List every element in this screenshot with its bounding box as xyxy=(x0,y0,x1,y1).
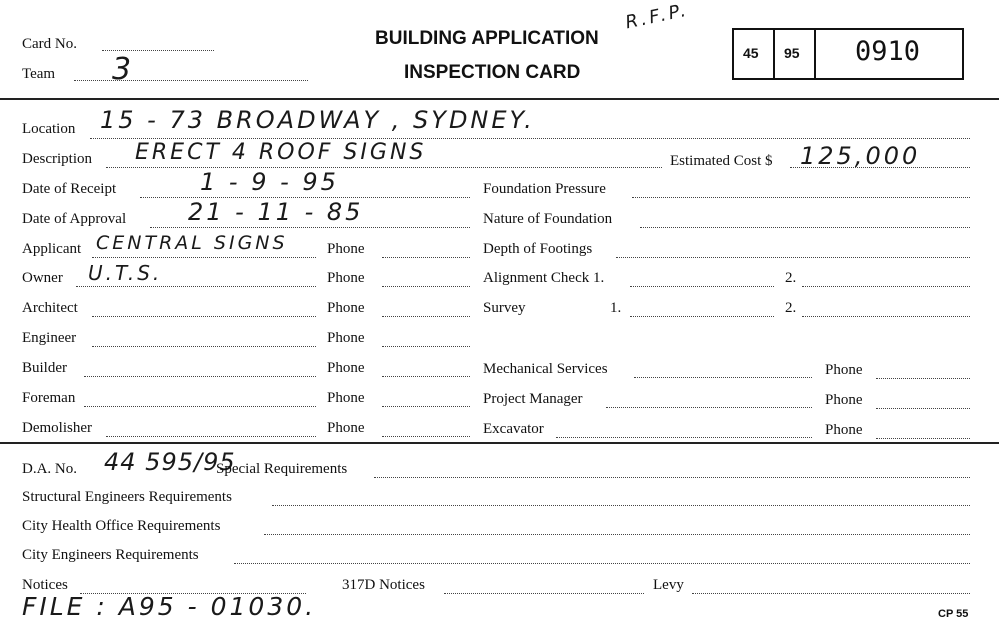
excavator-phone-field[interactable] xyxy=(876,438,970,439)
health-requirements-label: City Health Office Requirements xyxy=(22,518,221,534)
builder-label: Builder xyxy=(22,360,67,376)
owner-value: U.T.S. xyxy=(88,261,163,285)
foreman-phone-label: Phone xyxy=(327,390,365,406)
special-requirements-label: Special Requirements xyxy=(216,461,348,477)
builder-field[interactable] xyxy=(84,376,316,377)
alignment-check-1-field[interactable] xyxy=(630,286,774,287)
card-number-box xyxy=(732,28,964,80)
form-code: CP 55 xyxy=(938,608,969,620)
health-requirements-field[interactable] xyxy=(264,534,970,535)
foundation-pressure-field[interactable] xyxy=(632,197,970,198)
form-title-line1: BUILDING APPLICATION xyxy=(375,28,599,49)
foundation-pressure-label: Foundation Pressure xyxy=(483,181,606,197)
section-divider xyxy=(0,442,999,444)
location-value: 15 - 73 BROADWAY , SYDNEY. xyxy=(100,106,535,134)
structural-requirements-field[interactable] xyxy=(272,505,970,506)
nature-foundation-label: Nature of Foundation xyxy=(483,211,613,227)
box-divider xyxy=(814,30,816,78)
applicant-field[interactable] xyxy=(92,257,316,258)
mechanical-services-label: Mechanical Services xyxy=(483,361,608,377)
levy-label: Levy xyxy=(653,577,684,593)
owner-label: Owner xyxy=(22,270,63,286)
card-no-field[interactable] xyxy=(102,50,214,51)
excavator-label: Excavator xyxy=(483,421,544,437)
architect-phone-label: Phone xyxy=(327,300,365,316)
architect-field[interactable] xyxy=(92,316,316,317)
architect-phone-field[interactable] xyxy=(382,316,470,317)
estimated-cost-value: 125,000 xyxy=(800,142,921,170)
applicant-value: CENTRAL SIGNS xyxy=(96,232,288,254)
team-field[interactable] xyxy=(74,80,308,81)
location-label: Location xyxy=(22,121,76,137)
card-no-label: Card No. xyxy=(22,36,77,52)
demolisher-field[interactable] xyxy=(106,436,316,437)
survey-label: Survey xyxy=(483,300,526,316)
team-label: Team xyxy=(22,66,56,82)
alignment-check-2-label: 2. xyxy=(785,270,797,286)
date-receipt-label: Date of Receipt xyxy=(22,181,117,197)
foreman-label: Foreman xyxy=(22,390,76,406)
notices-label: Notices xyxy=(22,577,68,593)
project-manager-phone-label: Phone xyxy=(825,392,863,408)
card-prefix-b: 95 xyxy=(784,45,800,61)
card-number: 0910 xyxy=(855,36,921,67)
notices-317d-label: 317D Notices xyxy=(342,577,425,593)
engineer-label: Engineer xyxy=(22,330,77,346)
special-requirements-field[interactable] xyxy=(374,477,970,478)
depth-footings-field[interactable] xyxy=(616,257,970,258)
engineer-phone-field[interactable] xyxy=(382,346,470,347)
depth-footings-label: Depth of Footings xyxy=(483,241,593,257)
survey-1-field[interactable] xyxy=(630,316,774,317)
foreman-phone-field[interactable] xyxy=(382,406,470,407)
alignment-check-2-field[interactable] xyxy=(802,286,970,287)
structural-requirements-label: Structural Engineers Requirements xyxy=(22,489,232,505)
box-divider xyxy=(773,30,775,78)
demolisher-phone-field[interactable] xyxy=(382,436,470,437)
date-approval-value: 21 - 11 - 85 xyxy=(188,198,364,226)
architect-label: Architect xyxy=(22,300,78,316)
survey-2-label: 2. xyxy=(785,300,797,316)
foreman-field[interactable] xyxy=(84,406,316,407)
card-prefix-a: 45 xyxy=(743,45,759,61)
project-manager-label: Project Manager xyxy=(483,391,583,407)
project-manager-phone-field[interactable] xyxy=(876,408,970,409)
survey-1-label: 1. xyxy=(610,300,622,316)
form-title-line2: INSPECTION CARD xyxy=(404,62,581,83)
owner-phone-label: Phone xyxy=(327,270,365,286)
demolisher-phone-label: Phone xyxy=(327,420,365,436)
da-no-label: D.A. No. xyxy=(22,461,77,477)
notices-317d-field[interactable] xyxy=(444,593,644,594)
excavator-phone-label: Phone xyxy=(825,422,863,438)
levy-field[interactable] xyxy=(692,593,970,594)
da-no-value: 44 595/95 xyxy=(104,448,236,476)
team-value: 3 xyxy=(112,52,135,87)
mechanical-services-phone-label: Phone xyxy=(825,362,863,378)
survey-2-field[interactable] xyxy=(802,316,970,317)
builder-phone-label: Phone xyxy=(327,360,365,376)
engineer-phone-label: Phone xyxy=(327,330,365,346)
date-approval-label: Date of Approval xyxy=(22,211,127,227)
file-reference: FILE : A95 - 01030. xyxy=(22,592,317,621)
project-manager-field[interactable] xyxy=(606,407,812,408)
owner-phone-field[interactable] xyxy=(382,286,470,287)
date-approval-field[interactable] xyxy=(150,227,470,228)
mechanical-services-field[interactable] xyxy=(634,377,812,378)
section-divider xyxy=(0,98,999,100)
applicant-label: Applicant xyxy=(22,241,82,257)
excavator-field[interactable] xyxy=(556,437,812,438)
location-field[interactable] xyxy=(90,138,970,139)
initials-annotation: R.F.P. xyxy=(623,0,691,34)
estimated-cost-label: Estimated Cost $ xyxy=(670,153,773,169)
mechanical-services-phone-field[interactable] xyxy=(876,378,970,379)
applicant-phone-label: Phone xyxy=(327,241,365,257)
demolisher-label: Demolisher xyxy=(22,420,92,436)
applicant-phone-field[interactable] xyxy=(382,257,470,258)
engineer-field[interactable] xyxy=(92,346,316,347)
owner-field[interactable] xyxy=(76,286,316,287)
description-value: ERECT 4 ROOF SIGNS xyxy=(135,140,427,165)
alignment-check-label: Alignment Check 1. xyxy=(483,270,605,286)
city-engineers-requirements-label: City Engineers Requirements xyxy=(22,547,199,563)
date-receipt-value: 1 - 9 - 95 xyxy=(200,168,339,196)
description-field[interactable] xyxy=(106,167,662,168)
description-label: Description xyxy=(22,151,92,167)
nature-foundation-field[interactable] xyxy=(640,227,970,228)
builder-phone-field[interactable] xyxy=(382,376,470,377)
city-engineers-requirements-field[interactable] xyxy=(234,563,970,564)
